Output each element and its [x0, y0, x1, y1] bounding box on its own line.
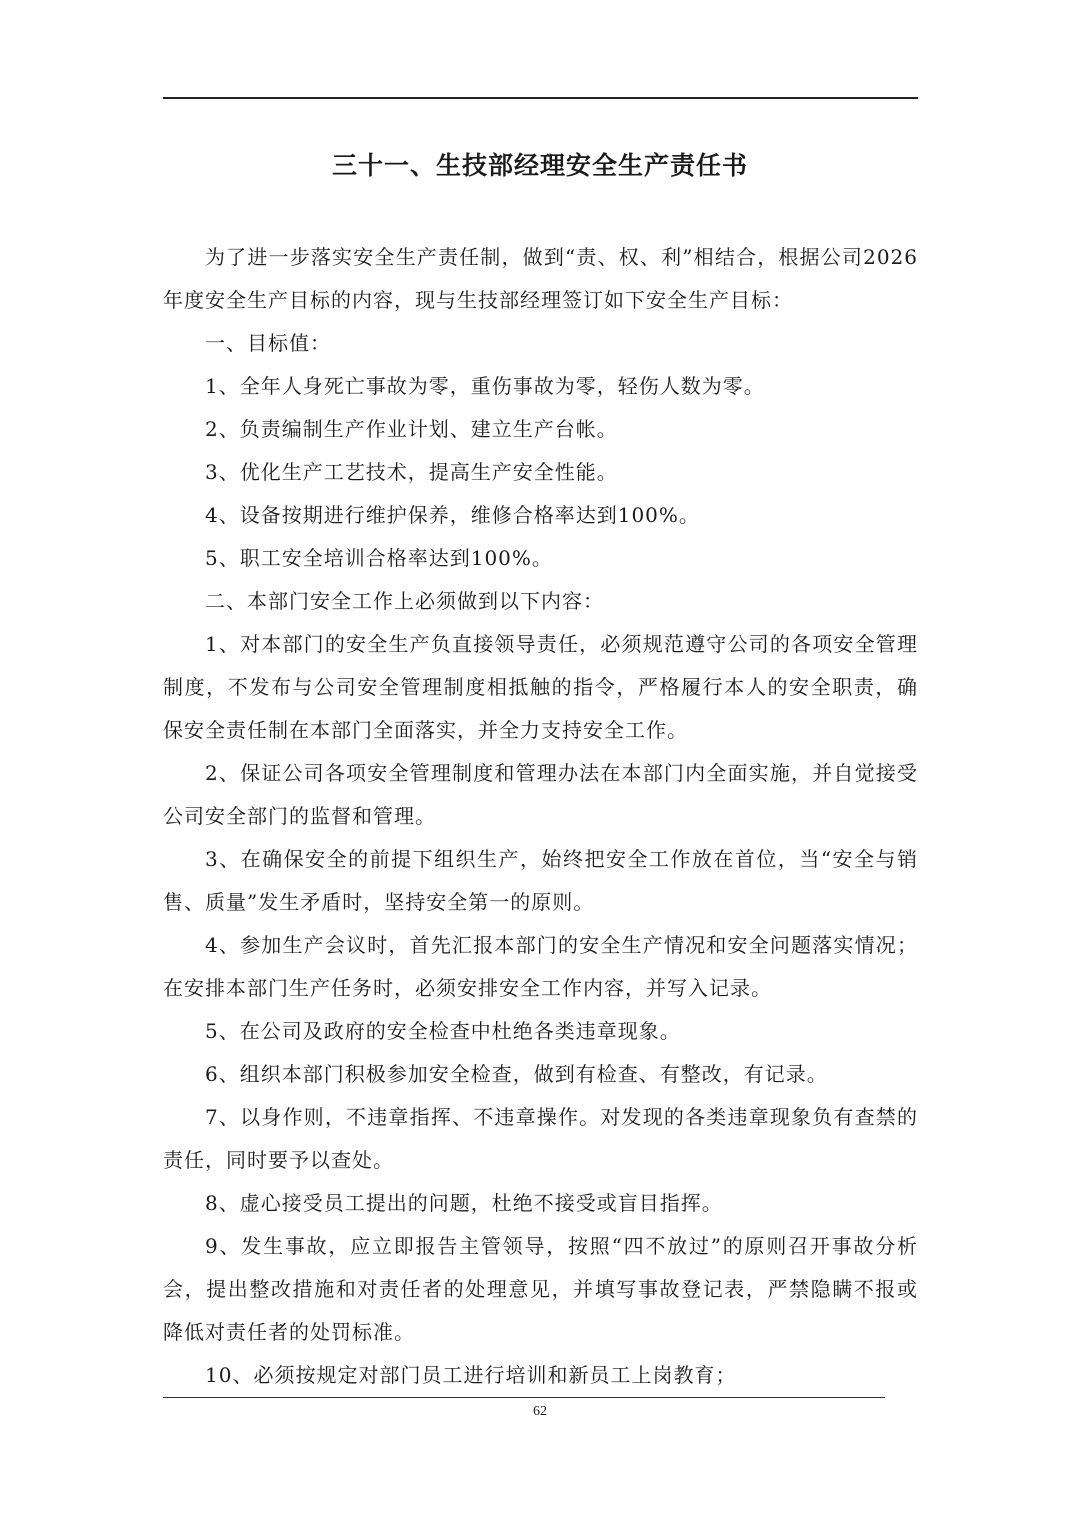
duty-item-9: 9、发生事故，应立即报告主管领导，按照“四不放过”的原则召开事故分析会，提出整改措施和对责任者的处理意见，并填写事故登记表，严禁隐瞒不报或降低对责任者的处罚标准。	[163, 1234, 918, 1344]
target-item-2: 2、负责编制生产作业计划、建立生产台帐。	[205, 417, 618, 441]
target-item-1: 1、全年人身死亡事故为零，重伤事故为零，轻伤人数为零。	[205, 374, 765, 398]
duty-item-5: 5、在公司及政府的安全检查中杜绝各类违章现象。	[205, 1019, 681, 1043]
intro-paragraph: 为了进一步落实安全生产责任制，做到“责、权、利”相结合，根据公司2026年度安全生产目标的内容，现与生技部经理签订如下安全生产目标：	[163, 245, 918, 312]
target-item-5: 5、职工安全培训合格率达到100%。	[205, 546, 553, 570]
duty-item-2: 2、保证公司各项安全管理制度和管理办法在本部门内全面实施，并自觉接受公司安全部门的监督和管理。	[163, 761, 918, 828]
target-item-3: 3、优化生产工艺技术，提高生产安全性能。	[205, 460, 618, 484]
header-rule	[163, 97, 918, 99]
target-item-4: 4、设备按期进行维护保养，维修合格率达到100%。	[205, 503, 700, 527]
footer-rule	[163, 1397, 885, 1398]
duty-item-8: 8、虚心接受员工提出的问题，杜绝不接受或盲目指挥。	[205, 1191, 723, 1215]
duty-item-4: 4、参加生产会议时，首先汇报本部门的安全生产情况和安全问题落实情况；在安排本部门生产任务时，必须安排安全工作内容，并写入记录。	[163, 933, 918, 1000]
duty-item-6: 6、组织本部门积极参加安全检查，做到有检查、有整改，有记录。	[205, 1062, 828, 1086]
page-number: 62	[533, 1404, 547, 1419]
document-title: 三十一、生技部经理安全生产责任书	[331, 151, 748, 180]
document-body	[163, 236, 918, 1397]
duty-item-1: 1、对本部门的安全生产负直接领导责任，必须规范遵守公司的各项安全管理制度，不发布与公司安全管理制度相抵触的指令，严格履行本人的安全职责，确保安全责任制在本部门全面落实，并全力支持安全工作。	[163, 632, 918, 742]
section-heading-targets: 一、目标值：	[205, 331, 331, 355]
duty-item-3: 3、在确保安全的前提下组织生产，始终把安全工作放在首位，当“安全与销售、质量”发生矛盾时，坚持安全第一的原则。	[163, 847, 918, 914]
duty-item-7: 7、以身作则，不违章指挥、不违章操作。对发现的各类违章现象负有查禁的责任，同时要予以查处。	[163, 1105, 918, 1172]
duty-item-10: 10、必须按规定对部门员工进行培训和新员工上岗教育；	[205, 1363, 737, 1387]
section-heading-duties: 二、本部门安全工作上必须做到以下内容：	[205, 589, 604, 613]
